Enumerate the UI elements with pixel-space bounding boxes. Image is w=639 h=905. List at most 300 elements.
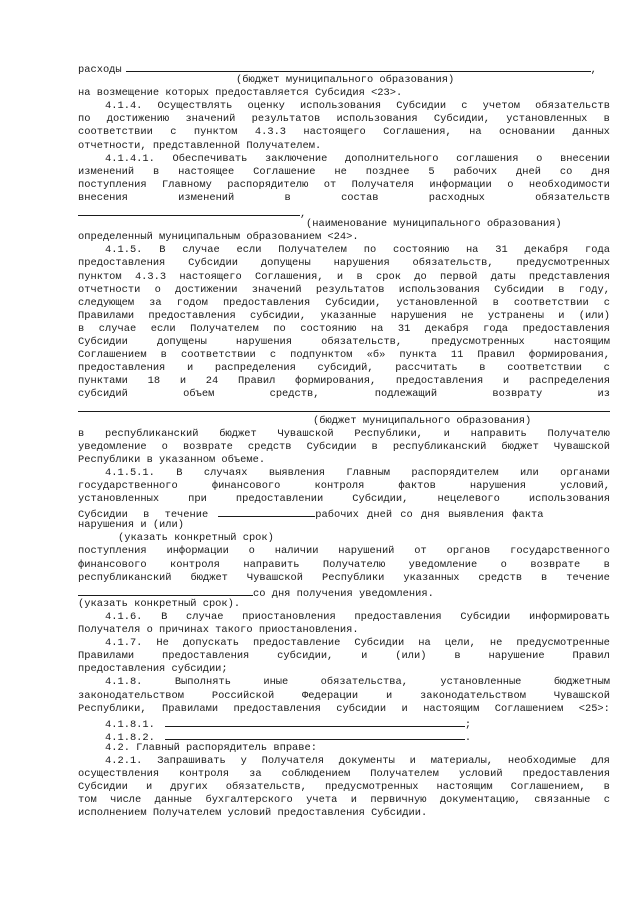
word: Федерации — [302, 689, 359, 702]
word: допущены — [260, 257, 311, 270]
word: объем — [183, 388, 215, 401]
word: декабря — [524, 244, 569, 257]
text-line: нарушения и (или) — [78, 519, 185, 532]
word: достижении — [175, 283, 238, 296]
word: на — [469, 126, 482, 139]
paragraph-4-1-4 — [78, 100, 610, 152]
word: если — [236, 244, 262, 257]
word: указанных — [403, 571, 460, 584]
word: не — [334, 165, 347, 178]
word: бухгалтерского — [205, 794, 293, 807]
word: у — [240, 754, 247, 767]
word: случае — [98, 322, 137, 335]
municipality-blank — [78, 205, 300, 216]
term-blank — [78, 585, 253, 596]
word: с — [269, 349, 277, 362]
word: Чувашской — [553, 440, 610, 453]
word: Получателя — [261, 754, 324, 767]
word: 11 — [450, 349, 464, 362]
text-line: Республики в указанном объеме. — [78, 453, 266, 466]
word: первой — [439, 270, 478, 283]
word: даты — [490, 270, 516, 283]
word: предоставления — [162, 650, 250, 663]
word: Российской — [211, 689, 275, 702]
word: пунктом — [193, 126, 238, 139]
text-line — [78, 153, 610, 166]
word: 4.3.3 — [254, 126, 287, 139]
word: числе — [110, 794, 142, 807]
word: соответствии — [180, 349, 256, 362]
obligation-blank — [165, 716, 465, 727]
expenses-word: расходы — [78, 64, 122, 76]
word: значений — [251, 283, 302, 296]
word: и — [443, 427, 450, 440]
word: рассчитать — [395, 362, 458, 375]
word: течение — [566, 571, 610, 584]
word: Правилами — [162, 702, 219, 715]
text-line — [78, 192, 610, 205]
word: (или) — [578, 309, 610, 322]
text-line — [78, 126, 610, 139]
word: направить — [470, 427, 527, 440]
word: связанные — [534, 794, 591, 807]
word: в — [603, 558, 610, 571]
word: установленной — [396, 296, 478, 309]
word: при — [188, 493, 207, 506]
word: 4.1.6. — [105, 610, 143, 623]
word: нарушение — [488, 650, 545, 663]
word: не — [489, 637, 503, 650]
word: в — [284, 191, 291, 204]
caption-municipality: (наименование муниципального образования) — [306, 218, 562, 231]
word: Правилами — [78, 650, 135, 663]
word: Республики, — [78, 702, 147, 715]
word: республиканский — [78, 571, 172, 584]
item-number: 4.1.8.2. — [105, 731, 155, 744]
word: условий, — [560, 480, 610, 492]
word: документы — [338, 754, 395, 767]
paragraph-4-1-5 — [78, 244, 610, 467]
word: предоставления — [78, 257, 166, 270]
text-line — [78, 690, 610, 703]
word: Чувашской — [553, 689, 610, 702]
word: соответствии — [507, 362, 583, 375]
term-line — [78, 506, 610, 522]
text-line — [78, 166, 610, 179]
text-line — [78, 676, 610, 689]
word: настоящим — [436, 781, 493, 794]
word: финансового — [78, 558, 147, 571]
word: предусмотренных — [431, 335, 525, 348]
word: возврате — [530, 558, 581, 571]
text-line: исполнением Получателем условий предоставления Субсидии. — [78, 807, 428, 820]
word: для — [591, 754, 610, 767]
word: внесении — [560, 152, 610, 165]
word: выявления — [268, 466, 325, 479]
text-line — [78, 100, 610, 113]
word: Соглашение — [253, 165, 316, 178]
word: уведомление — [78, 440, 147, 453]
word: устранены — [487, 309, 544, 322]
word: предусмотренных — [516, 257, 610, 270]
budget-blank-line — [78, 401, 610, 414]
word: Чувашской — [277, 427, 334, 440]
text-line — [78, 480, 610, 493]
word: учетом — [482, 100, 521, 113]
text-line: на возмещение которых предоставляется Субсидия <23>. — [78, 87, 403, 100]
word: условий — [458, 768, 503, 781]
word: обязательств, — [412, 257, 494, 270]
word: подпунктом — [290, 349, 353, 362]
word: Получателем — [190, 322, 259, 335]
word: обязательств — [535, 100, 610, 113]
word: в — [454, 650, 461, 663]
comma: , — [590, 64, 597, 76]
word: достижению — [106, 113, 170, 126]
word: предоставления — [522, 768, 610, 781]
word: о — [154, 283, 161, 296]
word: контроля — [179, 768, 230, 781]
word: нецелевого — [437, 493, 500, 506]
word: года — [483, 322, 509, 335]
word: средств — [478, 571, 523, 584]
text-line — [78, 467, 610, 480]
word: предоставления — [222, 296, 311, 309]
word: установленных — [78, 493, 160, 506]
word: Осуществлять — [157, 100, 233, 113]
word: установленных — [506, 113, 588, 126]
word: 4.3.3 — [134, 270, 167, 283]
word: до — [414, 270, 427, 283]
word: Получателя — [351, 178, 415, 191]
text-line — [78, 271, 610, 284]
word: Главным — [346, 466, 391, 479]
word: республиканский — [392, 440, 487, 453]
word: за — [249, 768, 262, 781]
word: <25>: — [578, 702, 610, 715]
word: нарушения — [235, 335, 293, 348]
word: республиканский — [105, 427, 199, 440]
word: информации — [166, 545, 229, 558]
word: Получателю — [547, 427, 610, 440]
word: 31 — [397, 322, 411, 335]
word: в — [558, 283, 565, 296]
word: 4.2.1. — [105, 754, 143, 767]
word: от — [323, 178, 337, 191]
word: состав — [341, 191, 379, 204]
word: Правил — [572, 650, 610, 663]
term-blank — [218, 506, 315, 517]
text-line — [78, 441, 610, 454]
word: и — [401, 702, 408, 715]
word: Правил — [477, 349, 515, 362]
word: предоставление — [253, 637, 341, 650]
budget-blank — [78, 401, 610, 412]
word: настоящим — [553, 335, 610, 348]
word: нарушения — [333, 257, 390, 270]
word: с — [461, 100, 468, 113]
word: и — [409, 754, 416, 767]
word: со — [559, 165, 573, 178]
item-end: . — [464, 731, 472, 744]
word: «б» — [366, 349, 386, 362]
word: предоставления — [78, 362, 166, 375]
item-end: ; — [464, 718, 472, 731]
word: поступления — [78, 178, 147, 191]
word: субсидии, — [277, 650, 334, 663]
word: Запрашивать — [157, 754, 226, 767]
word: возврате — [182, 440, 233, 453]
word: использования — [528, 493, 610, 506]
word: о — [500, 558, 507, 571]
word: распорядителем — [411, 466, 499, 479]
text-fragment: Субсидии в течение — [78, 509, 209, 522]
word: использования — [300, 100, 382, 113]
word: в — [541, 571, 548, 584]
word: установленные — [440, 676, 522, 689]
word: соглашения — [456, 152, 519, 165]
word: Обеспечивать — [172, 152, 248, 165]
word: 24 — [205, 375, 219, 388]
word: обязательств, — [321, 335, 403, 348]
word: Субсидии — [494, 283, 544, 296]
word: соответствии — [513, 296, 589, 309]
word: цели, — [444, 637, 476, 650]
item-number: 4.1.8.1. — [105, 718, 155, 731]
section-heading-4-2: 4.2. Главный распорядитель вправе: — [105, 741, 318, 754]
word: (или) — [395, 650, 427, 663]
text-line — [78, 781, 610, 794]
word: настоящего — [179, 270, 242, 283]
word: от — [414, 545, 427, 558]
word: данных — [572, 126, 610, 139]
word: Субсидии — [396, 100, 447, 113]
word: документацию, — [439, 794, 521, 807]
word: 5 — [428, 165, 435, 178]
word: Соглашением — [78, 349, 147, 362]
text-line: отчетности, представленной Получателем. — [78, 139, 322, 152]
word: в — [479, 362, 486, 375]
word: и — [336, 270, 344, 283]
word: предоставления — [522, 322, 610, 335]
word: средств, — [269, 388, 320, 401]
text-line — [78, 310, 610, 323]
word: и — [145, 781, 153, 794]
word: на — [370, 322, 384, 335]
paragraph-4-1-5-1 — [78, 467, 610, 611]
text-line — [78, 323, 610, 336]
word: Чувашской — [246, 571, 304, 584]
word: предусмотренных — [324, 781, 419, 794]
word: следующем — [78, 296, 135, 309]
word: данные — [154, 794, 193, 807]
word: и — [186, 362, 194, 375]
word: Правилами — [78, 309, 135, 322]
word: бюджет — [190, 571, 228, 584]
word: 31 — [495, 244, 508, 257]
word: соответствии — [78, 126, 153, 139]
word: указанные — [320, 309, 377, 322]
word: и — [385, 689, 393, 702]
word: пунктами — [78, 375, 128, 388]
word: в — [603, 781, 610, 794]
text-line — [78, 362, 610, 375]
word: значений — [185, 113, 236, 126]
word: настоящим — [423, 702, 480, 715]
text-line — [78, 768, 610, 781]
word: срок — [375, 270, 401, 283]
word: на — [418, 637, 431, 650]
word: дней — [516, 165, 541, 178]
word: результатов — [251, 113, 321, 126]
word: контроля — [170, 558, 220, 571]
word: субсидий, — [317, 362, 374, 375]
word: представления — [528, 270, 610, 283]
caption-budget: (бюджет муниципального образования) — [236, 74, 455, 87]
word: 4.1.4. — [105, 100, 143, 113]
word: предоставлении — [235, 493, 324, 506]
word: годом — [176, 296, 208, 309]
word: субсидий — [78, 388, 128, 401]
word: по — [273, 322, 286, 335]
word: о — [536, 152, 543, 165]
word: дополнительного — [345, 152, 439, 165]
word: нарушений — [338, 545, 395, 558]
word: Субсидии, — [433, 113, 490, 126]
obligation-item — [78, 716, 610, 729]
text-line — [78, 545, 610, 558]
word: Получателем — [370, 768, 439, 781]
word: о — [507, 178, 514, 191]
word: субсидии — [336, 702, 387, 715]
word: государственного — [510, 545, 610, 558]
document-page — [78, 61, 610, 820]
word: возврату — [492, 388, 543, 401]
obligation-blank — [165, 729, 465, 740]
word: предоставления — [354, 610, 442, 623]
word: поступления — [78, 545, 147, 558]
word: других — [170, 781, 208, 794]
word: обязательств, — [225, 781, 307, 794]
word: или — [520, 466, 539, 479]
word: в — [603, 113, 610, 126]
word: приостановления — [242, 610, 336, 623]
word: Республики — [321, 571, 385, 584]
word: 4.1.4.1. — [105, 152, 155, 165]
word: если — [150, 322, 176, 335]
word: допускать — [182, 637, 240, 650]
word: предоставления — [233, 702, 321, 715]
word: изменений — [78, 165, 135, 178]
text-line — [78, 349, 610, 362]
word: по — [78, 113, 91, 126]
word: формирования, — [295, 375, 377, 388]
word: В — [159, 244, 166, 257]
comma: , — [300, 208, 307, 221]
budget-blank — [126, 61, 591, 72]
paragraph-4-2-1 — [78, 755, 610, 820]
text-line: определенный муниципальным образованием <24>. — [78, 231, 359, 244]
word: Субсидии — [306, 440, 357, 453]
word: состоянию — [393, 244, 450, 257]
word: Соглашением, — [510, 781, 586, 794]
word: пункта — [399, 349, 437, 362]
word: наличии — [274, 545, 319, 558]
text-line — [78, 179, 610, 192]
word: из — [597, 388, 610, 401]
word: органов — [446, 545, 491, 558]
word: Правил — [237, 375, 276, 388]
word: использования — [336, 113, 418, 126]
word: Соглашения, — [255, 270, 324, 283]
word: в — [371, 440, 378, 453]
word: 4.1.5. — [105, 244, 143, 257]
word: обязательств — [535, 191, 610, 204]
word: и — [179, 375, 187, 388]
word: с — [170, 126, 177, 139]
paragraph-4-1-4-1 — [78, 153, 610, 245]
word: осуществления — [78, 768, 160, 781]
word: Субсидии — [460, 610, 511, 623]
word: и — [558, 309, 565, 322]
text-line — [78, 375, 610, 388]
word: не — [461, 309, 474, 322]
word: в — [160, 349, 167, 362]
word: случае — [182, 244, 220, 257]
text-fragment: со дня получения уведомления. — [253, 587, 434, 600]
word: о — [248, 545, 255, 558]
word: допущены — [156, 335, 207, 348]
word: Республики, — [354, 427, 423, 440]
word: обязательства, — [320, 676, 408, 689]
text-line — [78, 637, 610, 650]
word: Получателю — [322, 558, 386, 571]
word: бюджет — [219, 427, 257, 440]
word: Субсидии — [188, 257, 239, 270]
word: распределения — [528, 375, 610, 388]
word: в — [492, 296, 499, 309]
word: нарушения — [469, 480, 526, 492]
word: Главному — [162, 178, 212, 191]
word: финансового — [211, 480, 281, 492]
word: настоящего — [303, 126, 366, 139]
word: пунктом — [78, 270, 122, 283]
text-line — [78, 572, 610, 585]
word: внесения — [78, 191, 128, 204]
word: иные — [263, 676, 289, 689]
word: том — [78, 794, 97, 807]
word: с — [603, 296, 610, 309]
word: бюджетным — [553, 676, 610, 689]
word: году, — [578, 283, 610, 296]
word: использования — [398, 283, 480, 296]
word: случае — [186, 610, 224, 623]
text-line — [78, 559, 610, 572]
word: соблюдением — [281, 768, 351, 781]
word: с — [603, 362, 610, 375]
word: в — [356, 270, 363, 283]
text-line — [78, 257, 610, 270]
word: предоставления — [395, 375, 484, 388]
word: Получателем — [278, 244, 347, 257]
word: в — [153, 165, 160, 178]
word: года — [585, 244, 610, 257]
word: Субсидии, — [352, 493, 409, 506]
word: за — [149, 296, 162, 309]
word: законодательством — [420, 689, 527, 702]
word: средств — [247, 440, 292, 453]
word: В — [161, 610, 168, 623]
